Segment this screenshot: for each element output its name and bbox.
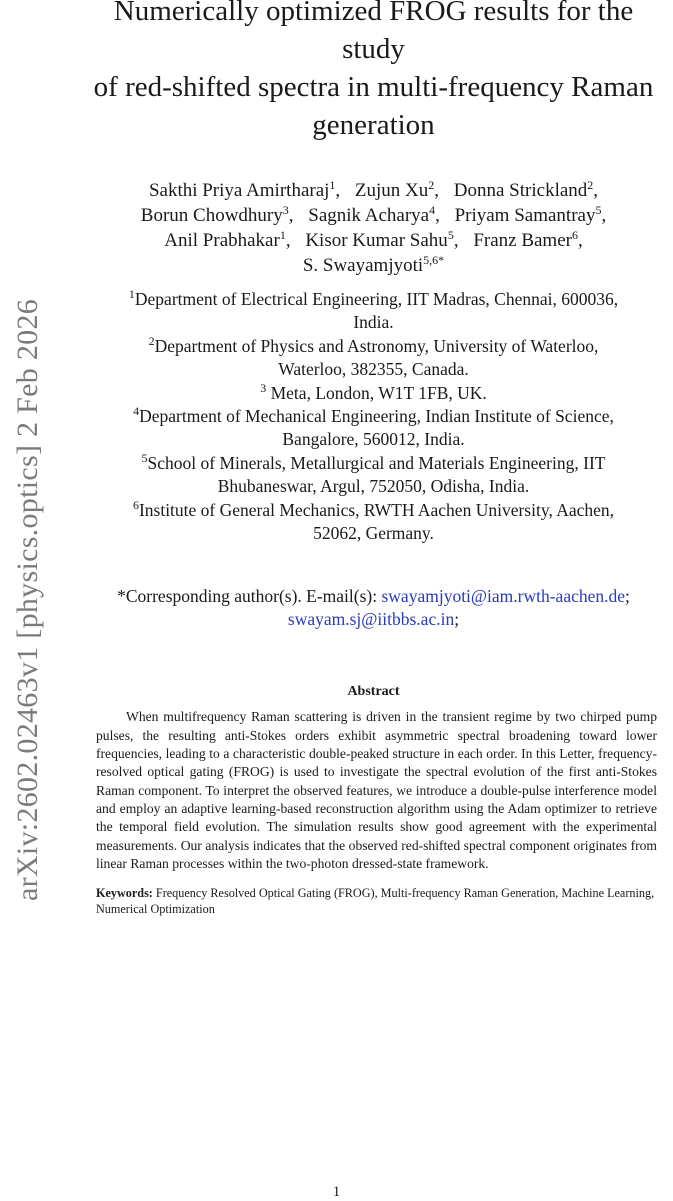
author-name: Sakthi Priya Amirtharaj$^1$, [148,178,341,201]
author-name: Zujun Xu$^2$, [354,178,440,201]
keywords [88,885,659,917]
affiliation-5-cont: Bhubaneswar, Argul, 752050, Odisha, India. [217,476,530,497]
author-line [88,203,659,228]
email-terminator: ; [454,609,460,630]
affiliation-6-cont: 52062, Germany. [313,523,434,544]
author-name: Borun Chowdhury$^3$, [140,203,294,226]
abstract-text: When multifrequency Raman scattering is driven in the transient regime by two chirped pump pulses, the resulting anti-Stokes orders exhibit asymmetric spectral broadening toward lower frequencies, leading to a characteristic double-peaked structure in each order. In this Letter, frequency-resolved optical gating (FROG) is used to investigate the spectral evolution of the first anti-Stokes Raman component. To interpret the observed features, we introduce a double-pulse interference model and employ an adaptive learning-based reconstruction algorithm using the Adam optimizer to retrieve the temporal field evolution. The simulation results show good agreement with the experimental measurements. Our analysis indicates that the observed red-shifted spectral component originates from linear Raman processes within the two-photon dressed-state framework. [96,709,657,871]
page-number: 1 [332,1184,341,1200]
author-name: S. Swayamjyoti$^{5,6*}$ [302,253,445,276]
paper-first-page [88,0,659,917]
affiliation-2: $^2$Department of Physics and Astronomy, University of Waterloo, [148,333,599,356]
email-link-iitbbs[interactable]: swayam.sj@iitbbs.ac.in [287,609,455,630]
corresponding-author [88,585,659,631]
author-line [88,178,659,203]
author-line [88,228,659,253]
abstract-heading: Abstract [347,684,400,700]
email-link-rwth[interactable]: swayamjyoti@iam.rwth-aachen.de [381,586,626,607]
affiliation-1: $^1$Department of Electrical Engineering, IIT Madras, Chennai, 600036, [128,287,619,309]
affiliation-3: $^3$ Meta, London, W1T 1FB, UK. [260,380,487,403]
affiliation-list [88,288,659,545]
author-name: Anil Prabhakar$^1$, [164,228,291,251]
affiliation-4: $^4$Department of Mechanical Engineering, Indian Institute of Science, [133,404,614,427]
affiliation-4-cont: Bangalore, 560012, India. [282,429,465,450]
title-line: generation [312,109,435,141]
email-separator: ; [625,586,630,607]
affiliation-6: $^6$Institute of General Mechanics, RWTH Aachen University, Aachen, [132,497,615,520]
keywords-label: Keywords: [96,886,153,901]
arxiv-sidebar-stamp: arXiv:2602.02463v1 [physics.optics] 2 Feb 2026 [11,298,44,902]
corresponding-label: *Corresponding author(s). E-mail(s): [117,586,382,607]
affiliation-1-cont: India. [353,312,394,333]
author-name: Franz Bamer$^6$, [473,228,583,251]
author-name: Sagnik Acharya$^4$, [308,203,440,226]
author-name: Kisor Kumar Sahu$^5$, [305,228,459,251]
paper-title [88,0,659,144]
author-list [88,178,659,278]
author-name: Donna Strickland$^2$, [453,178,599,201]
title-line: Numerically optimized FROG results for the study [113,0,634,65]
affiliation-5: $^5$School of Minerals, Metallurgical and Materials Engineering, IIT [141,450,606,473]
affiliation-2-cont: Waterloo, 382355, Canada. [278,359,469,380]
author-line [88,253,659,278]
keywords-text: Frequency Resolved Optical Gating (FROG), Multi-frequency Raman Generation, Machine Learning, Numerical Optimization [96,886,655,917]
author-name: Priyam Samantray$^5$, [454,203,607,226]
title-line: of red-shifted spectra in multi-frequency Raman [93,71,654,103]
